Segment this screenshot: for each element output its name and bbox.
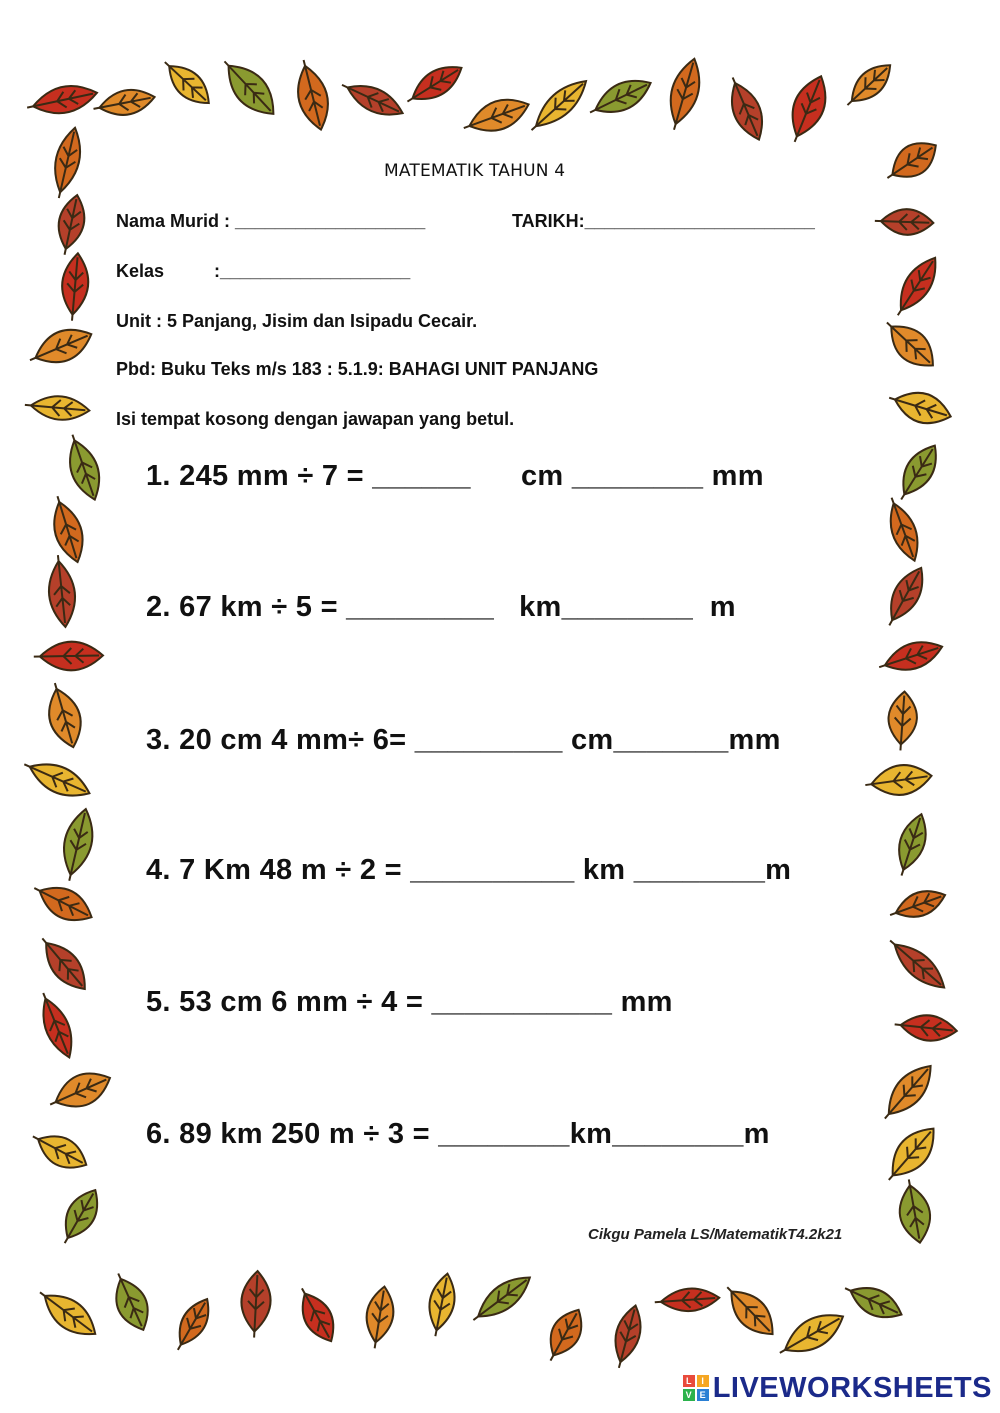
leaf-icon xyxy=(19,752,95,805)
leaf-icon xyxy=(883,932,952,996)
leaf-icon xyxy=(48,125,87,200)
leaf-icon xyxy=(839,57,898,114)
leaf-icon xyxy=(156,53,217,112)
leaf-icon xyxy=(362,1285,398,1351)
logo-mark-i: I xyxy=(697,1375,709,1387)
liveworksheets-logo-text: LIVEWORKSHEETS xyxy=(712,1371,992,1404)
question-3: 3. 20 cm 4 mm÷ 6= _________ cm_______mm xyxy=(146,724,781,756)
leaf-icon xyxy=(32,930,94,997)
leaf-icon xyxy=(863,761,933,800)
unit-heading: Unit : 5 Panjang, Jisim dan Isipadu Cecair. xyxy=(116,311,478,331)
question-6: 6. 89 km 250 m ÷ 3 = ________km________m xyxy=(146,1118,770,1150)
liveworksheets-logo-mark xyxy=(683,1375,709,1401)
leaf-icon xyxy=(840,1277,907,1326)
leaf-icon xyxy=(877,312,943,377)
question-5: 5. 53 cm 6 mm ÷ 4 = ___________ mm xyxy=(146,986,673,1018)
student-name-label: Nama Murid : ___________________ xyxy=(116,211,426,231)
leaf-icon xyxy=(881,494,926,565)
pbd-heading: Pbd: Buku Teks m/s 183 : 5.1.9: BAHAGI UNIT PANJANG xyxy=(116,359,599,379)
instruction-text: Isi tempat kosong dengan jawapan yang betul. xyxy=(116,409,515,429)
leaf-icon xyxy=(45,492,90,565)
leaf-icon xyxy=(661,55,706,133)
leaf-icon xyxy=(240,1270,272,1338)
leaf-icon xyxy=(105,1268,157,1336)
leaf-icon xyxy=(893,1012,958,1044)
leaf-icon xyxy=(875,1057,941,1127)
leaf-icon xyxy=(885,384,955,431)
logo-mark-l: L xyxy=(683,1375,695,1387)
logo-mark-e: E xyxy=(697,1389,709,1401)
leaf-icon xyxy=(213,51,284,124)
leaf-icon xyxy=(44,1064,116,1118)
author-credit: Cikgu Pamela LS/MatematikT4.2k21 xyxy=(588,1226,843,1243)
leaf-icon xyxy=(32,1281,104,1345)
leaf-icon xyxy=(879,562,932,631)
question-4: 4. 7 Km 48 m ÷ 2 = __________ km ________m xyxy=(146,854,792,886)
leaf-icon xyxy=(290,1282,342,1348)
leaf-icon xyxy=(24,393,91,422)
leaf-icon xyxy=(886,884,949,926)
leaf-icon xyxy=(875,635,946,679)
leaf-icon xyxy=(34,641,104,671)
leaf-icon xyxy=(59,252,91,322)
leaf-icon xyxy=(290,57,335,134)
leaf-icon xyxy=(608,1303,647,1371)
question-2: 2. 67 km ÷ 5 = _________ km________ m xyxy=(146,591,736,623)
leaf-icon xyxy=(337,75,407,124)
leaf-icon xyxy=(28,875,98,929)
class-label: Kelas :___________________ xyxy=(116,261,411,281)
leaf-icon xyxy=(26,1124,92,1177)
leaf-icon xyxy=(584,71,656,124)
leaf-icon xyxy=(878,1119,945,1190)
leaf-icon xyxy=(168,1293,217,1355)
leaf-icon xyxy=(459,91,533,141)
leaf-icon xyxy=(56,806,99,884)
leaf-icon xyxy=(33,989,80,1062)
leaf-icon xyxy=(890,810,933,879)
leaf-icon xyxy=(886,691,918,752)
logo-mark-v: V xyxy=(683,1389,695,1401)
leaf-icon xyxy=(879,133,944,191)
worksheet-title: MATEMATIK TAHUN 4 xyxy=(384,161,566,181)
leaf-icon xyxy=(894,1177,935,1245)
leaf-icon xyxy=(40,679,88,751)
leaf-icon xyxy=(721,72,771,144)
leaf-icon xyxy=(781,71,835,148)
leaf-icon xyxy=(466,1268,537,1329)
leaf-icon xyxy=(91,85,157,121)
leaf-icon xyxy=(874,208,933,236)
leaf-icon xyxy=(773,1304,850,1365)
leaf-icon xyxy=(401,58,468,112)
date-label: TARIKH:_______________________ xyxy=(512,211,815,231)
leaf-icon xyxy=(524,73,594,139)
leaf-icon xyxy=(24,321,97,374)
leaf-icon xyxy=(890,439,945,506)
leaf-icon xyxy=(539,1303,591,1367)
leaf-icon xyxy=(53,1183,107,1249)
question-1: 1. 245 mm ÷ 7 = ______ cm ________ mm xyxy=(146,460,764,492)
leaf-icon xyxy=(24,80,99,120)
leaf-icon xyxy=(52,193,89,258)
leaf-icon xyxy=(654,1287,720,1314)
leaf-icon xyxy=(60,430,107,503)
leaf-icon xyxy=(717,1277,783,1344)
leaf-icon xyxy=(45,554,78,628)
leaf-icon xyxy=(888,251,946,322)
liveworksheets-logo xyxy=(683,1371,992,1405)
leaf-icon xyxy=(423,1271,459,1338)
